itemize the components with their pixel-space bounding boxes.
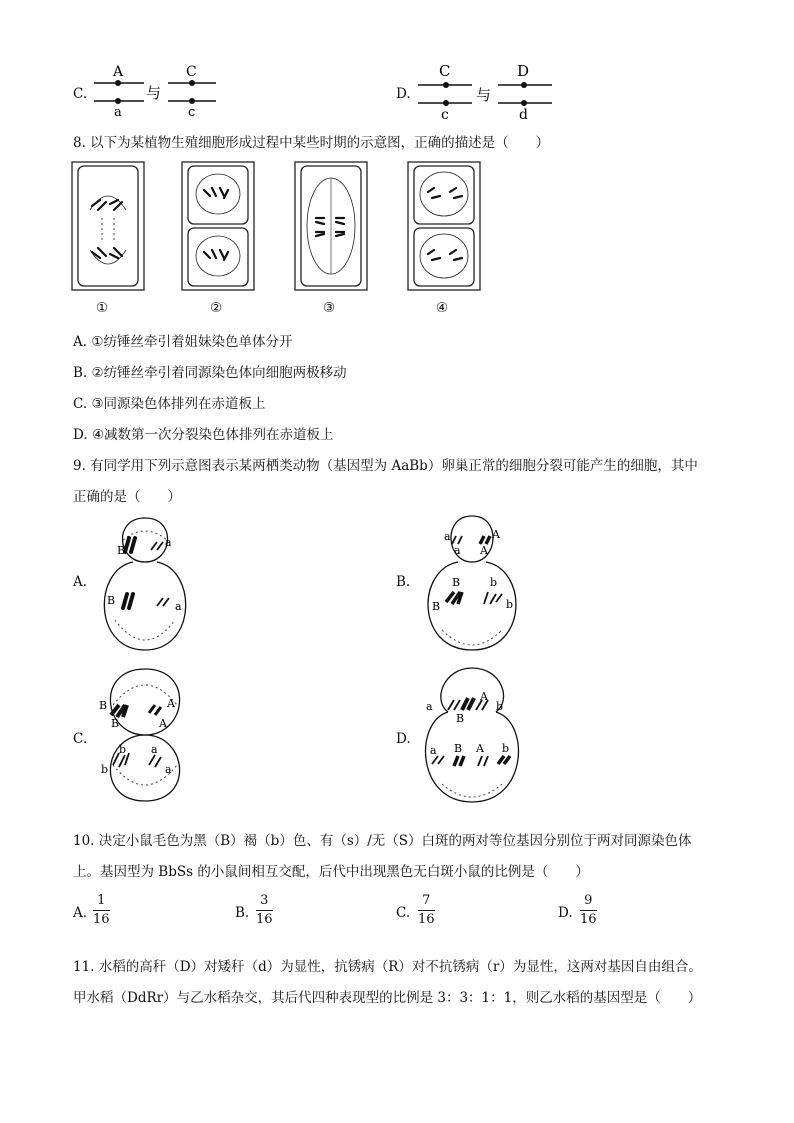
denominator: 16 xyxy=(418,912,435,927)
q10-stem-line1: 10. 决定小鼠毛色为黑（B）褐（b）色、有（s）/无（S）白斑的两对等位基因分别位于两对同源染色体 xyxy=(73,833,692,849)
gene-label: b xyxy=(101,763,109,776)
gene-label: B xyxy=(454,742,463,755)
q10-option-b-label[interactable]: B. xyxy=(235,905,250,921)
denominator: 16 xyxy=(580,912,597,927)
option-text: ①纺锤丝牵引着姐妹染色单体分开 xyxy=(91,334,293,350)
q9-option-a-label[interactable]: A. xyxy=(73,574,88,590)
numerator: 3 xyxy=(260,893,269,908)
q7-option-d-label[interactable]: D. xyxy=(396,86,411,102)
q10-option-a-label[interactable]: A. xyxy=(73,905,88,921)
option-text: ②纺锤丝牵引着同源染色体向细胞两极移动 xyxy=(91,365,347,381)
option-label: B. xyxy=(73,365,88,381)
option-label: D. xyxy=(73,427,88,443)
q9-option-c-label[interactable]: C. xyxy=(73,731,88,747)
q10-option-c-fraction[interactable] xyxy=(418,893,435,928)
q10-option-d-label[interactable]: D. xyxy=(558,905,573,921)
q10-stem-line2: 上。基因型为 BbSs 的小鼠间相互交配，后代中出现黑色无白斑小鼠的比例是（ ） xyxy=(73,864,589,880)
q8-figure-label-3: ③ xyxy=(323,300,336,316)
gene-label: B xyxy=(107,594,116,607)
gene-label: b xyxy=(506,598,514,611)
gene-label: A xyxy=(480,544,488,557)
gene-label: a xyxy=(454,544,461,557)
connector-yu: 与 xyxy=(146,84,162,102)
numerator: 1 xyxy=(97,893,106,908)
gene-label: A xyxy=(476,742,484,755)
q8-cell-figures xyxy=(70,160,490,318)
q8-option-b[interactable] xyxy=(73,361,347,381)
denominator: 16 xyxy=(256,912,273,927)
gene-label: B xyxy=(432,600,441,613)
gene-label: B xyxy=(111,717,120,730)
gene-a-bottom: a xyxy=(114,105,122,120)
gene-label: A xyxy=(159,717,167,730)
gene-C-top: C xyxy=(439,62,451,80)
q8-figure-label-2: ② xyxy=(210,300,223,316)
q9-option-c-cell xyxy=(93,665,197,805)
q9-stem-line2: 正确的是（ ） xyxy=(73,489,181,505)
q10-option-a-fraction[interactable] xyxy=(93,893,110,928)
option-label: C. xyxy=(73,396,88,412)
denominator: 16 xyxy=(93,912,110,927)
gene-label: b xyxy=(496,700,504,713)
gene-c-bottom: c xyxy=(188,105,196,120)
gene-label: B xyxy=(99,699,108,712)
gene-c-bottom: c xyxy=(441,107,449,122)
q9-option-a-cell xyxy=(95,510,195,660)
gene-C-top: C xyxy=(186,64,197,80)
gene-label: a xyxy=(165,536,172,549)
gene-label: a xyxy=(165,763,172,776)
q11-stem-line1: 11. 水稻的高秆（D）对矮秆（d）为显性，抗锈病（R）对不抗锈病（r）为显性，这两对基因自由组合。 xyxy=(73,959,702,975)
q8-stem: 8. 以下为某植物生殖细胞形成过程中某些时期的示意图，正确的描述是（ ） xyxy=(73,135,550,151)
gene-d-bottom: d xyxy=(519,107,528,122)
q10-option-b-fraction[interactable] xyxy=(256,893,273,928)
q10-option-d-fraction[interactable] xyxy=(580,893,597,928)
gene-label: b xyxy=(490,576,498,589)
numerator: 7 xyxy=(422,893,431,908)
gene-label: B xyxy=(117,544,126,557)
q9-option-b-cell xyxy=(418,510,526,660)
gene-label: a xyxy=(426,700,433,713)
q9-stem-line1: 9. 有同学用下列示意图表示某两栖类动物（基因型为 AaBb）卵巢正常的细胞分裂可能产生的细胞，其中 xyxy=(73,458,698,474)
q9-option-d-label[interactable]: D. xyxy=(396,731,411,747)
gene-label: B xyxy=(452,576,461,589)
gene-label: B xyxy=(456,712,465,725)
gene-label: A xyxy=(167,697,175,710)
q9-option-b-label[interactable]: B. xyxy=(396,574,411,590)
q9-option-d-cell xyxy=(418,660,528,808)
q8-option-a[interactable] xyxy=(73,330,292,350)
gene-label: b xyxy=(119,743,127,756)
gene-label: b xyxy=(502,742,510,755)
q8-figure-label-1: ① xyxy=(96,300,109,316)
gene-D-top: D xyxy=(517,62,530,80)
q7-option-d-figure xyxy=(412,58,557,122)
q11-stem-line2: 甲水稻（DdRr）与乙水稻杂交，其后代四种表现型的比例是 3：3：1：1，则乙水稻的基因型是（ ） xyxy=(73,990,702,1006)
option-label: A. xyxy=(73,334,88,350)
q8-option-d[interactable] xyxy=(73,423,334,443)
q7-option-c-figure xyxy=(88,60,223,120)
connector-yu: 与 xyxy=(476,86,492,104)
gene-label: a xyxy=(151,743,158,756)
gene-label: a xyxy=(444,530,451,543)
q8-option-c[interactable] xyxy=(73,392,266,412)
gene-label: A xyxy=(480,690,488,703)
numerator: 9 xyxy=(584,893,593,908)
gene-label: a xyxy=(175,600,182,613)
q10-option-c-label[interactable]: C. xyxy=(396,905,411,921)
gene-A-top: A xyxy=(113,64,124,80)
option-text: ④减数第一次分裂染色体排列在赤道板上 xyxy=(91,427,334,443)
gene-label: a xyxy=(430,744,437,757)
q7-option-c-label[interactable]: C. xyxy=(73,86,88,102)
q8-figure-label-4: ④ xyxy=(436,300,449,316)
option-text: ③同源染色体排列在赤道板上 xyxy=(91,396,266,412)
gene-label: A xyxy=(492,528,500,541)
